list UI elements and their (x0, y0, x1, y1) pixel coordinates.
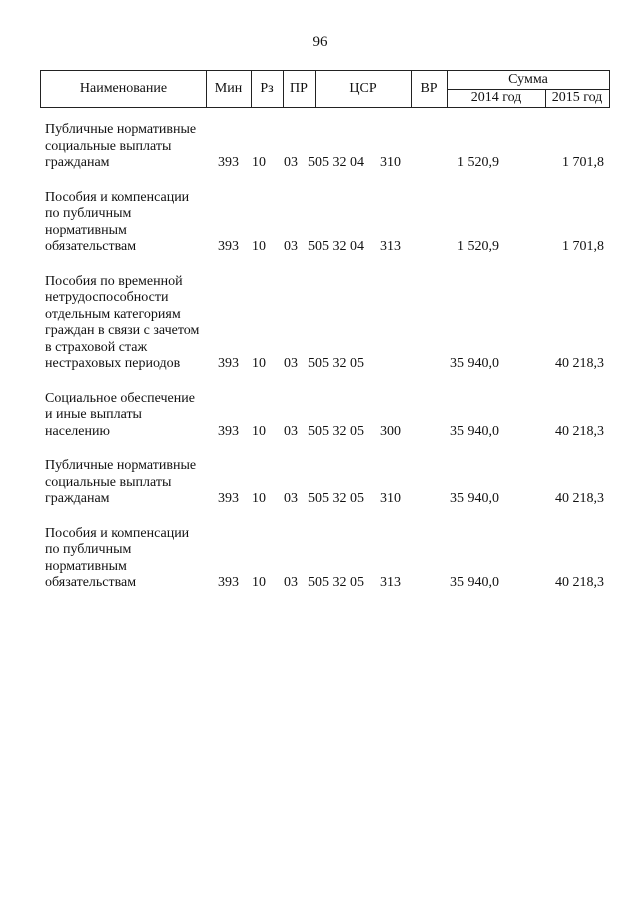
row-name: Социальное обеспечение и иные выплаты населению (45, 390, 195, 439)
row-sum-2015: 40 218,3 (555, 356, 604, 371)
row-rz: 10 (252, 423, 266, 439)
row-csr: 505 32 04 (308, 155, 364, 170)
row-name: Пособия и компенсации по публичным нормативным обязательствам (45, 189, 190, 254)
row-pr: 03 (284, 423, 298, 439)
row-name: Пособия и компенсации по публичным нормативным обязательствам (45, 525, 190, 590)
row-sum-2015: 1 701,8 (562, 155, 604, 170)
header-year-2015: 2015 год (551, 90, 603, 105)
row-pr: 03 (284, 239, 298, 254)
row-csr: 505 32 05 (308, 423, 364, 439)
row-name: Публичные нормативные социальные выплаты гражданам (45, 458, 197, 506)
row-vr: 310 (380, 491, 401, 506)
row-name: Публичные нормативные социальные выплаты гражданам (45, 122, 197, 170)
row-sum-2014: 1 520,9 (457, 155, 499, 170)
row-pr: 03 (284, 155, 298, 170)
header-name: Наименование (41, 71, 207, 107)
row-min: 393 (218, 239, 239, 254)
table-header (40, 70, 610, 108)
header-year-2014: 2014 год (447, 89, 546, 107)
table-row (40, 526, 610, 592)
table-row (40, 274, 610, 373)
row-rz: 10 (252, 155, 266, 170)
row-min: 393 (218, 356, 239, 371)
row-min: 393 (218, 491, 239, 506)
table-body (40, 122, 610, 610)
table-row (40, 190, 610, 256)
row-sum-2015: 1 701,8 (562, 239, 604, 254)
row-pr: 03 (284, 575, 298, 590)
row-rz: 10 (252, 356, 266, 371)
row-sum-2015: 40 218,3 (555, 575, 604, 590)
row-csr: 505 32 05 (308, 356, 364, 371)
header-vr: ВР (411, 71, 448, 107)
header-sum: Сумма (447, 71, 609, 90)
row-pr: 03 (284, 356, 298, 371)
row-csr: 505 32 05 (308, 575, 364, 590)
table-row (40, 458, 610, 508)
table-row (40, 391, 610, 441)
header-csr: ЦСР (315, 71, 412, 107)
row-vr: 300 (380, 423, 401, 439)
row-vr: 313 (380, 575, 401, 590)
row-sum-2014: 35 940,0 (450, 491, 499, 506)
row-sum-2014: 1 520,9 (457, 239, 499, 254)
row-csr: 505 32 05 (308, 491, 364, 506)
row-rz: 10 (252, 491, 266, 506)
row-sum-2015: 40 218,3 (555, 491, 604, 506)
row-min: 393 (218, 155, 239, 170)
page-number: 96 (312, 34, 328, 50)
header-min: Мин (206, 71, 252, 107)
row-csr: 505 32 04 (308, 239, 364, 254)
header-rz: Рз (251, 71, 284, 107)
header-pr: ПР (283, 71, 316, 107)
row-pr: 03 (284, 491, 298, 506)
row-sum-2014: 35 940,0 (450, 356, 499, 371)
row-rz: 10 (252, 239, 266, 254)
row-sum-2015: 40 218,3 (555, 423, 604, 439)
table-row (40, 122, 610, 172)
row-min: 393 (218, 575, 239, 590)
row-sum-2014: 35 940,0 (450, 423, 499, 439)
row-vr: 310 (380, 155, 401, 170)
row-vr: 313 (380, 239, 401, 254)
row-min: 393 (218, 423, 239, 439)
row-rz: 10 (252, 575, 266, 590)
row-sum-2014: 35 940,0 (450, 575, 499, 590)
row-name: Пособия по временной нетрудоспособности отдельным категориям граждан в связи с зачетом в страховой стаж нестраховых периодов (45, 273, 200, 371)
